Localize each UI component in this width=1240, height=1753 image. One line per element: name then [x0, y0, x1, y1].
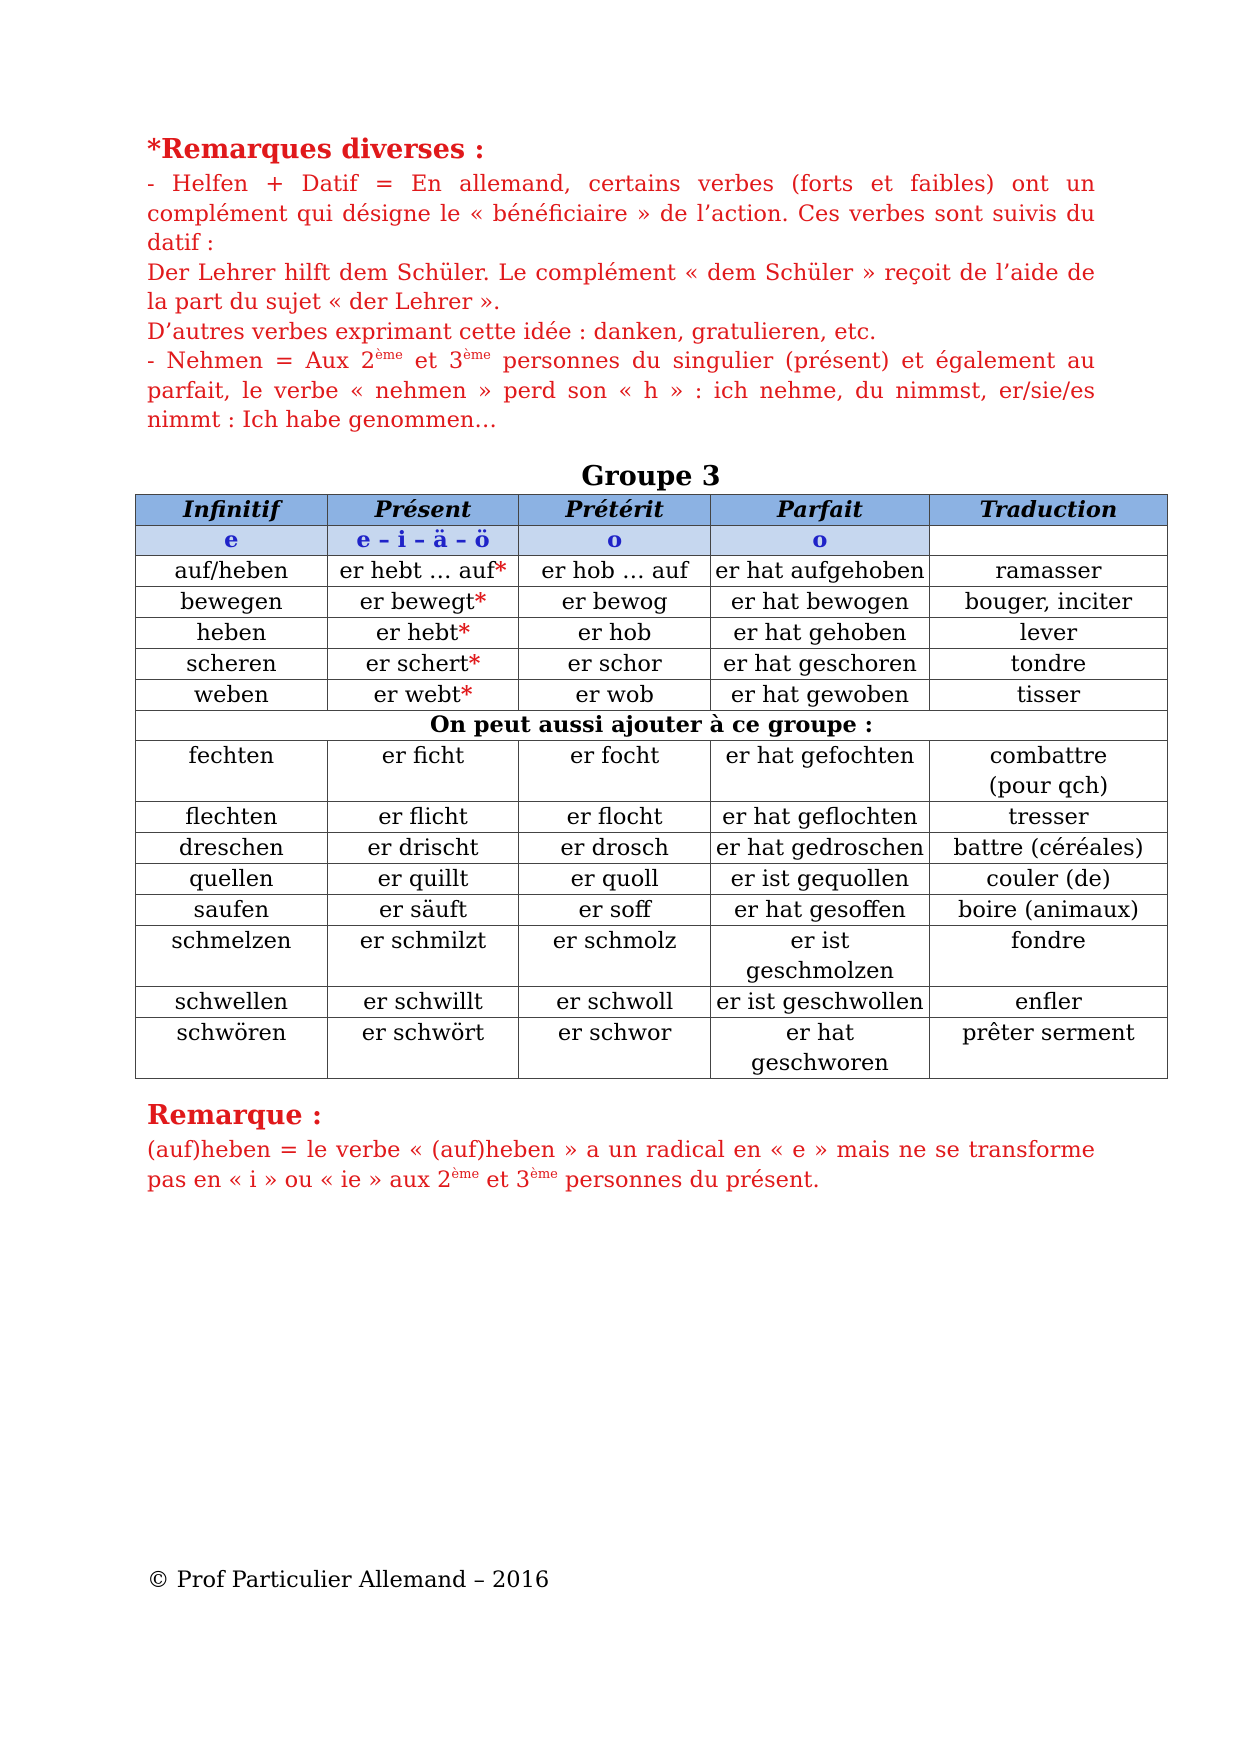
cell-preterit: er hob	[519, 618, 711, 649]
cell-present: er schwört	[327, 1018, 519, 1079]
cell-infinitif: heben	[136, 618, 328, 649]
table-row	[136, 1018, 1168, 1079]
cell-preterit: er bewog	[519, 587, 711, 618]
cell-traduction: ramasser	[929, 556, 1167, 587]
cell-traduction: fondre	[929, 926, 1167, 987]
cell-preterit: er quoll	[519, 864, 711, 895]
cell-traduction: tondre	[929, 649, 1167, 680]
cell-present: er säuft	[327, 895, 519, 926]
vowel-traduction	[929, 526, 1167, 556]
cell-present: er schmilzt	[327, 926, 519, 987]
cell-infinitif: scheren	[136, 649, 328, 680]
star-mark: *	[474, 589, 487, 615]
header-present: Présent	[327, 495, 519, 526]
verb-table	[135, 494, 1168, 1079]
star-mark: *	[460, 682, 473, 708]
cell-present: er ficht	[327, 741, 519, 802]
cell-infinitif: weben	[136, 680, 328, 711]
cell-traduction: couler (de)	[929, 864, 1167, 895]
cell-preterit: er schor	[519, 649, 711, 680]
vowel-row	[136, 526, 1168, 556]
cell-preterit: er flocht	[519, 802, 711, 833]
nehmen-text-a: - Nehmen = Aux 2	[147, 348, 376, 374]
header-row	[136, 495, 1168, 526]
cell-infinitif: auf/heben	[136, 556, 328, 587]
present-text: er schert	[365, 651, 469, 677]
cell-present	[327, 587, 519, 618]
cell-infinitif: dreschen	[136, 833, 328, 864]
cell-traduction: lever	[929, 618, 1167, 649]
cell-preterit: er hob … auf	[519, 556, 711, 587]
vowel-present: e – i – ä – ö	[327, 526, 519, 556]
cell-traduction: battre (céréales)	[929, 833, 1167, 864]
cell-infinitif: flechten	[136, 802, 328, 833]
table-row	[136, 833, 1168, 864]
cell-infinitif: quellen	[136, 864, 328, 895]
section-row	[136, 711, 1168, 741]
star-mark: *	[494, 558, 507, 584]
present-text: er webt	[373, 682, 461, 708]
table-row	[136, 926, 1168, 987]
copyright-footer: © Prof Particulier Allemand – 2016	[147, 1567, 550, 1593]
cell-infinitif: bewegen	[136, 587, 328, 618]
table-row	[136, 618, 1168, 649]
vowel-parfait: o	[710, 526, 929, 556]
remarque-text-c: personnes du présent.	[557, 1166, 820, 1193]
cell-preterit: er soff	[519, 895, 711, 926]
table-row	[136, 587, 1168, 618]
star-mark: *	[458, 620, 471, 646]
nehmen-text-b: et 3	[402, 348, 464, 374]
remarques-section	[147, 132, 1095, 436]
cell-present: er flicht	[327, 802, 519, 833]
cell-preterit: er wob	[519, 680, 711, 711]
nehmen-text-c: personnes du singulier (présent) et également au parfait, le verbe « nehmen » perd son « h » : ich nehme, du nimmst, er/sie/es nimmt : Ich habe genommen…	[147, 348, 1095, 433]
nehmen-sup-2: ème	[463, 348, 491, 363]
cell-parfait: er hat gesoffen	[710, 895, 929, 926]
cell-present: er quillt	[327, 864, 519, 895]
header-preterit: Prétérit	[519, 495, 711, 526]
present-text: er hebt … auf	[339, 558, 495, 584]
cell-infinitif: schwellen	[136, 987, 328, 1018]
remarque-text-b: et 3	[479, 1166, 531, 1193]
vowel-preterit: o	[519, 526, 711, 556]
helfen-paragraph: - Helfen + Datif = En allemand, certains verbes (forts et faibles) ont un complément qui désigne le « bénéficiaire » de l’action. Ces verbes sont suivis du datif :	[147, 171, 1095, 256]
cell-infinitif: fechten	[136, 741, 328, 802]
cell-parfait: er ist geschwollen	[710, 987, 929, 1018]
helfen-example: Der Lehrer hilft dem Schüler. Le complément « dem Schüler » reçoit de l’aide de la part du sujet « der Lehrer ».	[147, 259, 1095, 315]
cell-present	[327, 618, 519, 649]
table-row	[136, 864, 1168, 895]
cell-parfait: er hat geschoren	[710, 649, 929, 680]
cell-parfait: er hat gedroschen	[710, 833, 929, 864]
header-infinitif: Infinitif	[136, 495, 328, 526]
remarque-heading: Remarque :	[147, 1100, 322, 1131]
cell-traduction: prêter serment	[929, 1018, 1167, 1079]
remarque-paragraph	[147, 1136, 1095, 1195]
header-traduction: Traduction	[929, 495, 1167, 526]
table-row	[136, 895, 1168, 926]
cell-present	[327, 649, 519, 680]
cell-parfait: er hat aufgehoben	[710, 556, 929, 587]
cell-parfait: er ist gequollen	[710, 864, 929, 895]
cell-preterit: er schwoll	[519, 987, 711, 1018]
table-title: Groupe 3	[581, 461, 721, 492]
table-row	[136, 649, 1168, 680]
remarques-heading: *Remarques diverses :	[147, 134, 485, 165]
table-row	[136, 556, 1168, 587]
cell-infinitif: schmelzen	[136, 926, 328, 987]
cell-parfait: er ist geschmolzen	[710, 926, 929, 987]
cell-parfait: er hat bewogen	[710, 587, 929, 618]
cell-parfait: er hat geschworen	[710, 1018, 929, 1079]
cell-present	[327, 680, 519, 711]
remarque-sup-1: ème	[451, 1166, 480, 1182]
remarque-section	[147, 1098, 1095, 1195]
cell-parfait: er hat gehoben	[710, 618, 929, 649]
vowel-infinitif: e	[136, 526, 328, 556]
section-label: On peut aussi ajouter à ce groupe :	[136, 711, 1168, 741]
cell-parfait: er hat gewoben	[710, 680, 929, 711]
cell-present: er drischt	[327, 833, 519, 864]
nehmen-sup-1: ème	[375, 348, 403, 363]
cell-preterit: er schwor	[519, 1018, 711, 1079]
star-mark: *	[468, 651, 481, 677]
cell-parfait: er hat gefochten	[710, 741, 929, 802]
cell-traduction: tisser	[929, 680, 1167, 711]
cell-preterit: er drosch	[519, 833, 711, 864]
cell-present	[327, 556, 519, 587]
helfen-other-verbs: D’autres verbes exprimant cette idée : danken, gratulieren, etc.	[147, 318, 877, 345]
cell-traduction: enfler	[929, 987, 1167, 1018]
cell-traduction: boire (animaux)	[929, 895, 1167, 926]
cell-traduction: combattre (pour qch)	[929, 741, 1167, 802]
table-row	[136, 987, 1168, 1018]
cell-parfait: er hat geflochten	[710, 802, 929, 833]
cell-preterit: er schmolz	[519, 926, 711, 987]
cell-preterit: er focht	[519, 741, 711, 802]
table-row	[136, 802, 1168, 833]
table-row	[136, 741, 1168, 802]
cell-infinitif: saufen	[136, 895, 328, 926]
table-row	[136, 680, 1168, 711]
cell-present: er schwillt	[327, 987, 519, 1018]
cell-traduction: bouger, inciter	[929, 587, 1167, 618]
cell-traduction: tresser	[929, 802, 1167, 833]
present-text: er hebt	[375, 620, 459, 646]
present-text: er bewegt	[359, 589, 475, 615]
remarque-text-a: (auf)heben = le verbe « (auf)heben » a un radical en « e » mais ne se transforme pas en « i » ou « ie » aux 2	[147, 1137, 1095, 1193]
nehmen-paragraph	[147, 347, 1095, 436]
cell-infinitif: schwören	[136, 1018, 328, 1079]
remarque-sup-2: ème	[530, 1166, 558, 1182]
header-parfait: Parfait	[710, 495, 929, 526]
